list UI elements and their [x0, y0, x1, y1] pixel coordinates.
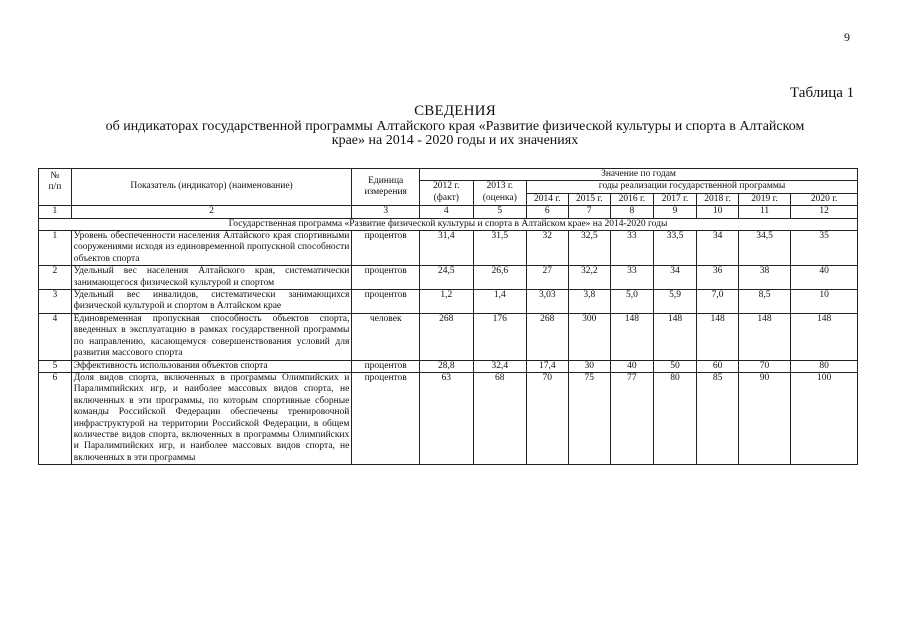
indicator-unit: процентов — [352, 266, 420, 290]
column-number-6: 6 — [527, 206, 568, 218]
indicator-value: 80 — [653, 372, 697, 464]
header-2013-line-1: 2013 г. — [486, 181, 514, 192]
indicator-value: 38 — [738, 266, 790, 290]
column-numbers-row — [39, 206, 858, 218]
header-year-3: 2017 г. — [653, 193, 697, 205]
header-unit — [352, 169, 420, 206]
header-row-1 — [39, 169, 858, 181]
indicator-value: 148 — [653, 313, 697, 360]
header-no — [39, 169, 72, 206]
indicator-value: 26,6 — [473, 266, 527, 290]
indicator-unit: процентов — [352, 231, 420, 266]
indicator-value: 75 — [568, 372, 611, 464]
subtitle-line-1: об индикаторах государственной программы Алтайского края «Развитие физической культуры и спорта в Алтайском — [105, 119, 805, 134]
header-unit-line-2: измерения — [364, 187, 407, 198]
indicator-value: 5,0 — [611, 290, 654, 314]
indicator-value: 33 — [611, 266, 654, 290]
header-year-0: 2014 г. — [527, 193, 568, 205]
indicator-value: 30 — [568, 360, 611, 372]
header-2012-line-1: 2012 г. — [432, 181, 460, 192]
indicator-value: 70 — [738, 360, 790, 372]
indicator-value: 3,03 — [527, 290, 568, 314]
indicator-unit: процентов — [352, 290, 420, 314]
indicator-value: 148 — [738, 313, 790, 360]
document-subtitle — [60, 120, 850, 148]
indicator-value: 85 — [697, 372, 738, 464]
column-number-8: 8 — [611, 206, 654, 218]
program-title: Государственная программа «Развитие физической культуры и спорта в Алтайском крае» на 2014-2020 годы — [39, 218, 858, 230]
header-indicator: Показатель (индикатор) (наименование) — [71, 169, 352, 206]
indicator-value: 34,5 — [738, 231, 790, 266]
column-number-7: 7 — [568, 206, 611, 218]
indicators-table — [38, 168, 858, 465]
indicator-value: 17,4 — [527, 360, 568, 372]
indicator-value: 176 — [473, 313, 527, 360]
header-2012-line-2: (факт) — [433, 192, 459, 203]
subtitle-line-2: крае» на 2014 - 2020 годы и их значениях — [331, 133, 579, 148]
indicator-value: 28,8 — [420, 360, 474, 372]
indicator-value: 268 — [420, 313, 474, 360]
indicator-value: 34 — [653, 266, 697, 290]
column-number-1: 1 — [39, 206, 72, 218]
indicator-value: 1,4 — [473, 290, 527, 314]
document-title: СВЕДЕНИЯ — [414, 103, 496, 119]
indicator-value: 90 — [738, 372, 790, 464]
indicator-value: 80 — [791, 360, 858, 372]
indicator-value: 60 — [697, 360, 738, 372]
indicator-value: 33 — [611, 231, 654, 266]
indicator-value: 32 — [527, 231, 568, 266]
column-number-11: 11 — [738, 206, 790, 218]
header-unit-line-1: Единица — [368, 175, 404, 186]
column-number-4: 4 — [420, 206, 474, 218]
indicator-value: 148 — [791, 313, 858, 360]
column-number-3: 3 — [352, 206, 420, 218]
indicator-unit: человек — [352, 313, 420, 360]
header-year-2: 2016 г. — [611, 193, 654, 205]
column-number-12: 12 — [791, 206, 858, 218]
header-year-5: 2019 г. — [738, 193, 790, 205]
indicator-unit: процентов — [352, 372, 420, 464]
header-2013-line-2: (оценка) — [482, 192, 517, 203]
table-label: Таблица 1 — [790, 85, 855, 101]
header-values-by-year: Значение по годам — [420, 169, 858, 181]
header-2013 — [473, 181, 527, 206]
indicator-value: 40 — [611, 360, 654, 372]
row-number: 6 — [39, 372, 72, 464]
indicator-value: 40 — [791, 266, 858, 290]
indicator-value: 8,5 — [738, 290, 790, 314]
indicator-value: 3,8 — [568, 290, 611, 314]
indicator-value: 268 — [527, 313, 568, 360]
indicator-value: 50 — [653, 360, 697, 372]
header-no-line-1: № — [50, 171, 60, 181]
indicator-value: 32,4 — [473, 360, 527, 372]
header-year-4: 2018 г. — [697, 193, 738, 205]
indicator-value: 10 — [791, 290, 858, 314]
indicator-value: 36 — [697, 266, 738, 290]
indicator-value: 33,5 — [653, 231, 697, 266]
indicator-value: 100 — [791, 372, 858, 464]
indicator-value: 148 — [697, 313, 738, 360]
indicator-value: 31,5 — [473, 231, 527, 266]
indicator-value: 148 — [611, 313, 654, 360]
indicator-value: 7,0 — [697, 290, 738, 314]
table-row — [39, 231, 858, 266]
indicator-value: 1,2 — [420, 290, 474, 314]
header-program-years: годы реализации государственной программы — [527, 181, 858, 193]
row-number: 2 — [39, 266, 72, 290]
indicator-value: 24,5 — [420, 266, 474, 290]
indicator-value: 70 — [527, 372, 568, 464]
indicator-unit: процентов — [352, 360, 420, 372]
row-number: 1 — [39, 231, 72, 266]
column-number-5: 5 — [473, 206, 527, 218]
indicator-value: 27 — [527, 266, 568, 290]
indicator-value: 63 — [420, 372, 474, 464]
table-row — [39, 290, 858, 314]
header-2012 — [420, 181, 474, 206]
indicator-value: 77 — [611, 372, 654, 464]
indicator-value: 31,4 — [420, 231, 474, 266]
table-row — [39, 360, 858, 372]
indicator-value: 32,5 — [568, 231, 611, 266]
indicator-value: 68 — [473, 372, 527, 464]
indicator-value: 5,9 — [653, 290, 697, 314]
indicator-name: Удельный вес населения Алтайского края, систематически занимающегося физической культурой и спортом — [71, 266, 352, 290]
header-year-6: 2020 г. — [791, 193, 858, 205]
table-row — [39, 266, 858, 290]
indicator-value: 32,2 — [568, 266, 611, 290]
program-row — [39, 218, 858, 230]
indicator-name: Единовременная пропускная способность объектов спорта, введенных в эксплуатацию в рамках государственной программы по направлению, касающемуся совершенствования условий для развития массового спорта — [71, 313, 352, 360]
header-no-line-2: п/п — [48, 182, 62, 193]
row-number: 4 — [39, 313, 72, 360]
column-number-9: 9 — [653, 206, 697, 218]
indicator-name: Эффективность использования объектов спорта — [71, 360, 352, 372]
table-row — [39, 313, 858, 360]
column-number-2: 2 — [71, 206, 352, 218]
indicator-name: Удельный вес инвалидов, систематически занимающихся физической культурой и спортом в Алтайском крае — [71, 290, 352, 314]
column-number-10: 10 — [697, 206, 738, 218]
row-number: 5 — [39, 360, 72, 372]
table-row — [39, 372, 858, 464]
page-number: 9 — [844, 30, 850, 44]
header-year-1: 2015 г. — [568, 193, 611, 205]
indicator-name: Уровень обеспеченности населения Алтайского края спортивными сооружениями исходя из единовременной пропускной способности объектов спорта — [71, 231, 352, 266]
indicator-value: 300 — [568, 313, 611, 360]
indicator-value: 35 — [791, 231, 858, 266]
indicator-value: 34 — [697, 231, 738, 266]
indicator-name: Доля видов спорта, включенных в программы Олимпийских и Паралимпийских игр, и наиболее массовых видов спорта, не включенных в эти программы, по которым спортивные сборные команды Российской Федерации обеспечены тренировочной инфраструктурой на территории Российской Федерации, в общем количестве видов спорта, включенных в программы Олимпийских и Паралимпийских игр, и наиболее массовых видов спорта, не включенных в эти программы — [71, 372, 352, 464]
row-number: 3 — [39, 290, 72, 314]
